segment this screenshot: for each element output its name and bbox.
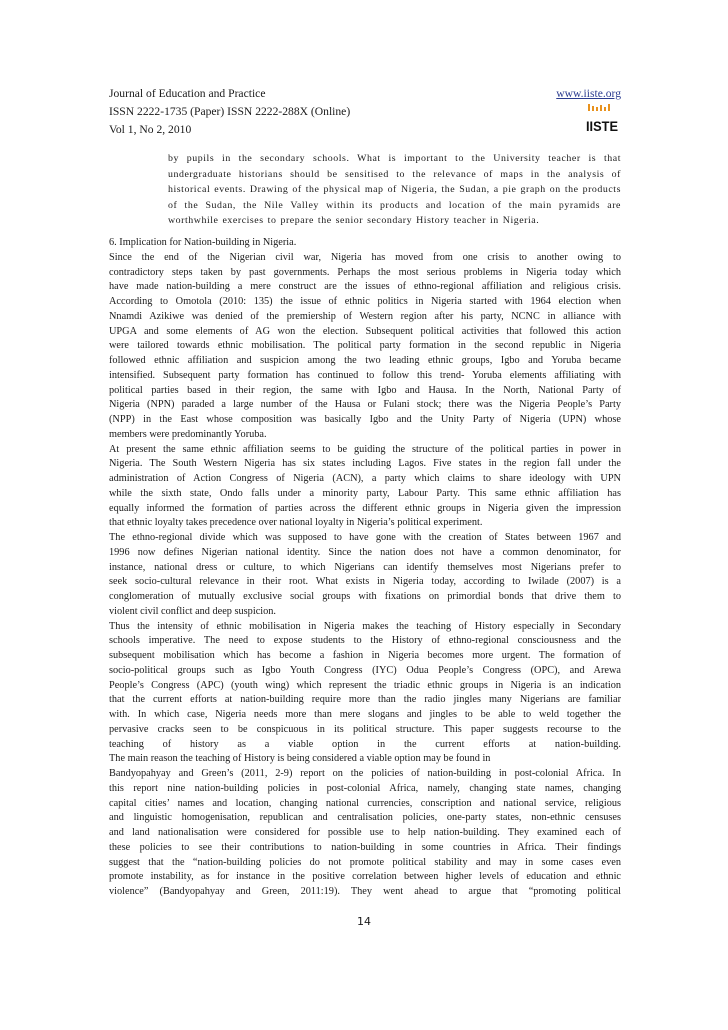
text-line: Since the end of the Nigerian civil war, Nigeria has moved from one crisis to another owing to: [109, 251, 621, 263]
text-line: that ethnic loyalty takes precedence over national loyalty in Nigeria’s political experiment.: [109, 517, 483, 529]
text-line: followed ethnic affiliation and suspicion among the two leading ethnic groups, Igbo and Yoruba became: [109, 355, 621, 366]
text-line: have made nation-building a mere construct are the issues of ethno-regional affiliation and religious crisis.: [109, 281, 621, 293]
journal-title: Journal of Education and Practice: [109, 87, 266, 100]
text-line: conglomeration of mutually exclusive social groups with fixations on primordial bonds that drive them to: [109, 591, 621, 602]
text-line: 1996 now defines Nigerian national identity. Since the nation does not have a common denominator, for: [109, 546, 621, 558]
issn-line: ISSN 2222-1735 (Paper) ISSN 2222-288X (Online): [109, 105, 351, 118]
text-line: According to Omotola (2010: 135) the issue of ethnic politics in Nigeria started with 1964 election when: [109, 296, 621, 307]
text-line: socio-political groups such as Igbo Youth Congress (IYC) Odua People’s Congress (OPC), and Arewa: [109, 664, 621, 676]
continued-paragraph: by pupils in the secondary schools. What is important to the University teacher is that undergraduate historians should be sensitised to the relevance of maps in the analysis of historical events. Drawing of the physical map of Nigeria, the Sudan, a pie graph on the products of the Sudan, the Nile Valley within its products and location of the main pyramids are worthwhile exercises to prepare the senior secondary History teacher in Nigeria.: [168, 153, 621, 227]
text-line: administration of Action Congress of Nigeria (ACN), a party which claims to share ideology with UPN: [109, 473, 621, 484]
text-line: members were predominantly Yoruba.: [109, 428, 267, 440]
text-line: The main reason the teaching of History is being considered a viable option may be found in: [109, 753, 491, 765]
text-line: violence” (Bandyopahyay and Green, 2011:19). They went ahead to argue that “promoting political: [109, 886, 621, 897]
text-line: At present the same ethnic affiliation seems to be guiding the structure of the political parties in power in: [109, 443, 621, 455]
text-line: political parties based in their region, the same with Igbo and Hausa. In the North, National Party of: [109, 384, 621, 396]
text-line: that the current efforts at nation-building require more than the radio jingles many Nigerians are familiar: [109, 694, 621, 706]
text-line: pervasive cracks seen to be conspicuous in its political structure. This paper suggests recourse to the: [109, 723, 621, 735]
text-line: these policies to see their contributions to nation-building in some countries in Africa. Their findings: [109, 841, 621, 853]
logo-bar: [600, 105, 602, 111]
text-line: subsequent mobilisation which has become a fashion in Nigeria becomes more urgent. The formation of: [109, 650, 621, 661]
text-line: violent civil conflict and deep suspicion.: [109, 605, 276, 617]
text-line: Nigeria (NPN) paraded a large number of the Hausa or Fulani stock; there was the Nigeria People’s Party: [109, 399, 621, 411]
text-line: equally informed the formation of parties across the different ethnic groups in Nigeria given the impression: [109, 502, 621, 514]
text-line: instance, national dress or culture, to which Nigerians can identify themselves most Nigerians prefer to: [109, 561, 621, 573]
text-line: suggest that the “nation-building policies do not promote political stability and may in some cases even: [109, 856, 621, 868]
text-line: People’s Congress (APC) (youth wing) which represent the triadic ethnic groups in Nigeria is an indication: [109, 679, 621, 691]
text-line: teaching of history as a viable option in the current efforts at nation-building.: [109, 738, 621, 750]
page-header: [109, 85, 621, 139]
text-line: promote instability, as for instance in the positive correlation between higher levels of education and ethnic: [109, 871, 621, 883]
paragraph-lines: [109, 251, 621, 900]
logo-bar: [592, 106, 594, 111]
journal-website-link[interactable]: www.iiste.org: [556, 87, 621, 100]
text-line: were tailored towards ethnic mobilisation. The political party formation in the second republic in Nigeria: [109, 340, 621, 352]
text-line: capital cities’ names and location, changing national currencies, conscription and national service, religious: [109, 797, 621, 809]
logo-bar: [608, 104, 610, 111]
text-line: Nigeria. The South Western Nigeria has six states including Lagos. Five states in the region fall under the: [109, 458, 621, 470]
text-line: this report nine nation-building policies in post-colonial Africa, namely, changing state names, changing: [109, 782, 621, 794]
text-line: (NPP) in the East whose composition was basically Igbo and the Unity Party of Nigeria (UPN) whose: [109, 414, 621, 425]
logo-bar: [596, 107, 598, 111]
section-heading: 6. Implication for Nation-building in Nigeria.: [109, 237, 297, 248]
volume-line: Vol 1, No 2, 2010: [109, 123, 192, 136]
iiste-logo: [585, 104, 619, 136]
section-body: [109, 236, 621, 900]
text-line: Thus the intensity of ethnic mobilisation in Nigeria makes the teaching of History especially in Secondary: [109, 620, 621, 632]
text-line: and land nationalisation were considered for possible use to help nation-building. They examined each of: [109, 827, 621, 838]
page-number: 14: [357, 915, 371, 928]
logo-text: IISTE: [586, 118, 618, 134]
text-line: Bandyopahyay and Green’s (2011, 2-9) report on the policies of nation-building in post-colonial Africa. In: [109, 768, 621, 779]
text-line: and linguistic homogenisation, republican and centralisation policies, one-party states, non-ethnic censuses: [109, 812, 621, 824]
text-line: seek socio-cultural relevance in their root. What exists in Nigeria today, according to Iwilade (2007) is a: [109, 576, 621, 588]
text-line: while the sixth state, Ondo falls under a minority party, Labour Party. This same ethnic affiliation has: [109, 487, 621, 499]
logo-bar: [588, 104, 590, 111]
text-line: intensified. Subsequent party formation has continued to follow this trend- Yoruba elements affiliating with: [109, 369, 621, 381]
logo-bar: [604, 107, 606, 111]
text-line: schools imperative. The need to expose students to the History of ethno-regional consciousness and the: [109, 635, 621, 647]
text-line: UPGA and some elements of AG won the election. Subsequent political activities that followed this action: [109, 325, 621, 337]
text-line: The ethno-regional divide which was supposed to have gone with the creation of States between 1967 and: [109, 532, 621, 543]
text-line: contradictory steps taken by past governments. Perhaps the most serious problems in Nigeria today which: [109, 266, 621, 278]
text-line: with. In which case, Nigeria needs more than mere slogans and jingles to be able to weld together the: [109, 709, 621, 720]
text-line: Nnamdi Azikiwe was denied of the premiership of Western region after his party, NCNC in alliance with: [109, 310, 621, 322]
